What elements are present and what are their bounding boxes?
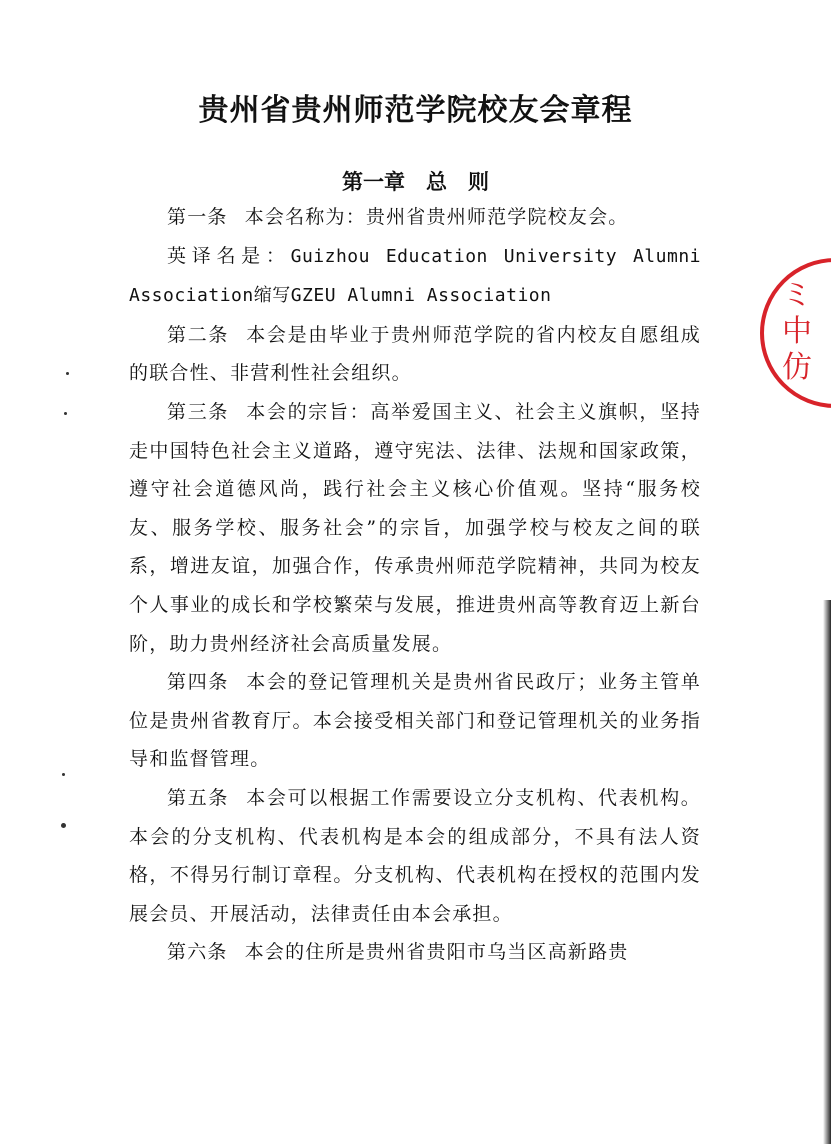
article-text: 本会的宗旨：高举爱国主义、社会主义旗帜，坚持走中国特色社会主义道路，遵守宪法、法律、法规和国家政策，遵守社会道德风尚，践行社会主义核心价值观。坚持“服务校友、服务学校、服务社会”的宗旨，加强学校与校友之间的联系，增进友谊，加强合作，传承贵州师范学院精神，共同为校友个人事业的成长和学校繁荣与发展，推进贵州高等教育迈上新台阶，助力贵州经济社会高质量发展。	[129, 400, 701, 655]
article-5	[129, 779, 701, 933]
article-2	[129, 316, 701, 393]
article-1	[129, 198, 701, 237]
scan-speck	[64, 412, 67, 415]
chapter-heading: 第一章 总 则	[342, 170, 489, 194]
article-text: 本会名称为：贵州省贵州师范学院校友会。	[244, 206, 629, 228]
article-text: 本会的住所是贵州省贵阳市乌当区高新路贵	[244, 941, 629, 964]
article-lead: 英译名是：	[167, 244, 291, 267]
article-6	[129, 933, 701, 972]
article-lead: 第四条	[167, 671, 230, 694]
document-title: 贵州省贵州师范学院校友会章程	[198, 93, 633, 128]
scan-shadow-edge	[823, 600, 831, 1144]
article-lead: 第五条	[167, 786, 230, 809]
scan-speck	[66, 372, 69, 375]
red-seal-stamp	[760, 258, 831, 408]
article-english-name	[129, 237, 701, 316]
seal-fragment-text: ミ 中 仿	[782, 278, 812, 385]
document-body	[129, 200, 701, 972]
article-text: 本会是由毕业于贵州师范学院的省内校友自愿组成的联合性、非营利性社会组织。	[129, 323, 701, 385]
article-text: 本会的登记管理机关是贵州省民政厅；业务主管单位是贵州省教育厅。本会接受相关部门和登记管理机关的业务指导和监督管理。	[129, 671, 701, 771]
article-lead: 第一条	[167, 206, 228, 228]
scan-speck	[62, 773, 65, 776]
article-4	[129, 663, 701, 779]
article-lead: 第三条	[167, 400, 230, 423]
article-3	[129, 393, 701, 663]
article-text: 本会可以根据工作需要设立分支机构、代表机构。本会的分支机构、代表机构是本会的组成部分，不具有法人资格，不得另行制订章程。分支机构、代表机构在授权的范围内发展会员、开展活动，法律责任由本会承担。	[129, 786, 701, 925]
scan-speck	[61, 823, 66, 828]
article-lead: 第六条	[167, 941, 228, 964]
article-lead: 第二条	[167, 323, 230, 346]
article-text: Guizhou Education University Alumni Association缩写GZEU Alumni Association	[129, 245, 701, 307]
